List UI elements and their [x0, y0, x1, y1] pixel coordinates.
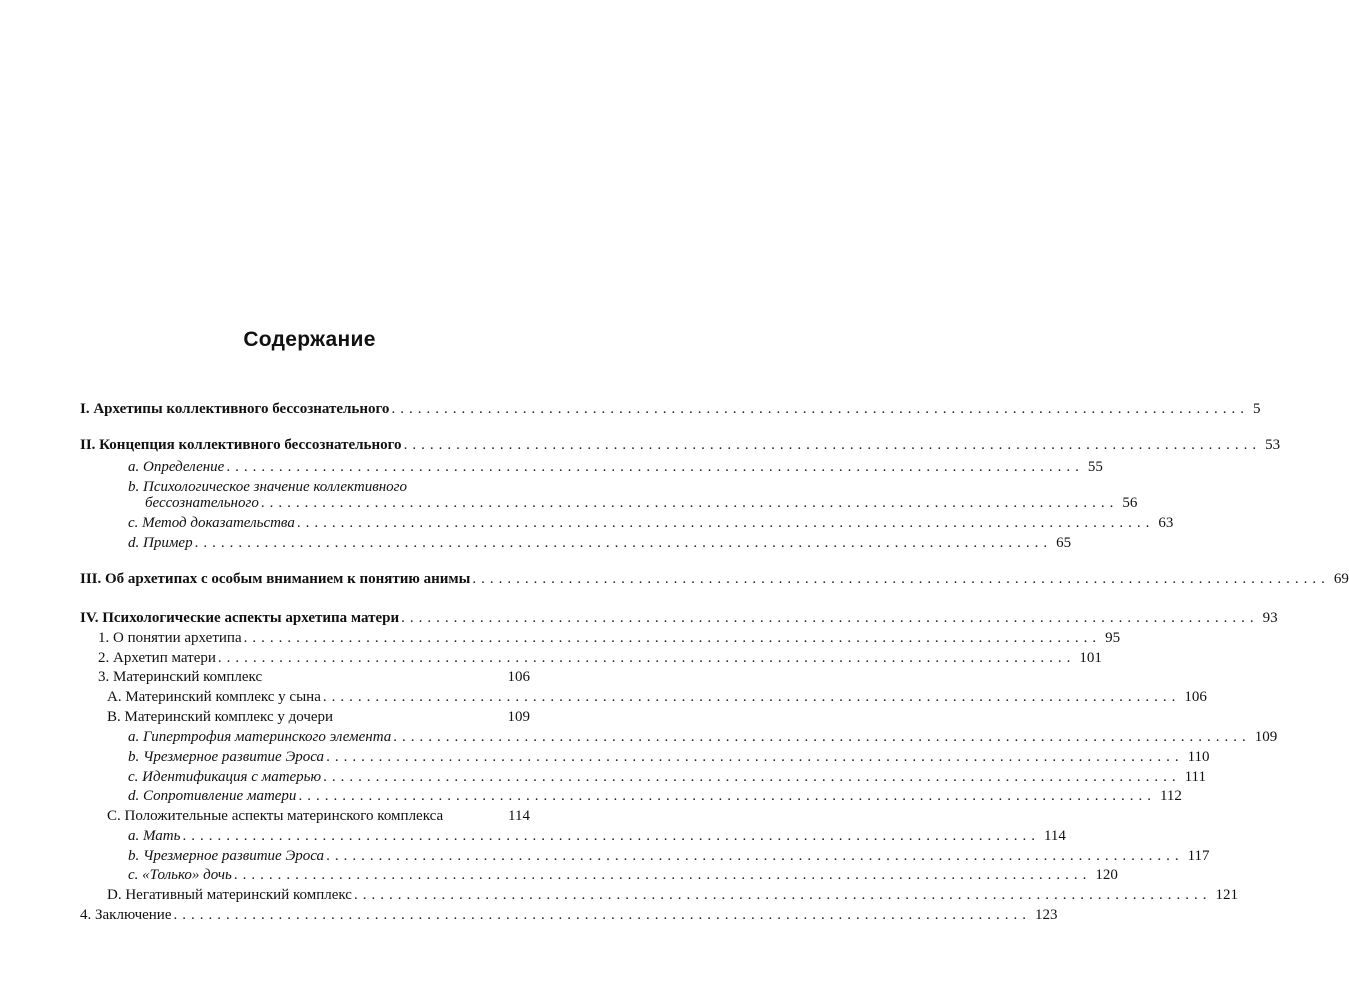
toc-entry-title: a. Мать [128, 828, 181, 844]
toc-page-number: 56 [1122, 495, 1138, 511]
toc-entry-title: d. Пример [128, 535, 193, 551]
toc-entry-title: I. Архетипы коллективного бессознательного [80, 401, 390, 417]
dot-leader: .................................................................................................. [401, 610, 1259, 626]
toc-entry[interactable] [128, 787, 1182, 806]
toc-page-number: 110 [1187, 749, 1210, 765]
toc-entry[interactable] [128, 768, 1206, 787]
toc-page-number: 114 [508, 808, 530, 824]
toc-entry-title: c. Метод доказательства [128, 515, 295, 531]
toc-entry[interactable] [145, 494, 1138, 513]
toc-entry[interactable] [98, 668, 530, 687]
toc-page-number: 117 [1187, 848, 1210, 864]
dot-leader: .................................................................................................. [393, 729, 1251, 745]
toc-page-number: 53 [1265, 437, 1281, 453]
dot-leader: .................................................................................................. [217, 650, 1076, 666]
toc-page-number: 101 [1079, 650, 1102, 666]
toc-entry-title: B. Материнский комплекс у дочери [107, 709, 334, 725]
toc-entry[interactable] [128, 866, 1118, 885]
toc-entry[interactable] [80, 570, 1349, 589]
toc-page-number: 112 [1159, 788, 1182, 804]
page-title: Содержание [243, 328, 376, 351]
toc-entry[interactable] [128, 827, 1066, 846]
toc-entry-title: 2. Архетип матери [98, 650, 216, 666]
dot-leader: .................................................................................................. [260, 495, 1119, 511]
dot-leader: .................................................................................................. [323, 769, 1181, 785]
dot-leader: .................................................................................................. [173, 907, 1031, 923]
toc-entry[interactable] [107, 708, 530, 727]
dot-leader: .................................................................................................. [182, 828, 1040, 844]
dot-leader: .................................................................................................. [322, 689, 1181, 705]
toc-entry-title: бессознательного [145, 495, 259, 511]
toc-page-number: 111 [1184, 769, 1206, 785]
toc-entry-title: IV. Психологические аспекты архетипа матери [80, 610, 400, 626]
toc-page-number: 109 [507, 709, 530, 725]
toc-entry-title: 4. Заключение [80, 907, 172, 923]
toc-entry-title: A. Материнский комплекс у сына [107, 689, 321, 705]
toc-entry[interactable] [107, 886, 1238, 905]
toc-entry[interactable] [80, 906, 1058, 925]
toc-entry-title: c. Идентификация с матерью [128, 769, 322, 785]
toc-page-number: 69 [1333, 571, 1349, 587]
toc-entry-title: b. Чрезмерное развитие Эроса [128, 848, 325, 864]
toc-entry-title: II. Концепция коллективного бессознательного [80, 437, 402, 453]
toc-entry[interactable] [80, 436, 1281, 455]
toc-entry[interactable] [80, 400, 1261, 419]
toc-page-number: 120 [1095, 867, 1118, 883]
toc-entry-title: c. «Только» дочь [128, 867, 232, 883]
toc-entry[interactable] [128, 534, 1072, 553]
toc-entry-title: a. Гипертрофия материнского элемента [128, 729, 392, 745]
toc-entry-title: 3. Материнский комплекс [98, 669, 263, 685]
toc-entry[interactable] [128, 728, 1278, 747]
dot-leader: .................................................................................................. [353, 887, 1212, 903]
dot-leader: .................................................................................................. [391, 401, 1249, 417]
toc-entry[interactable] [80, 609, 1278, 628]
toc-page-number: 106 [507, 669, 530, 685]
dot-leader: .................................................................................................. [296, 515, 1155, 531]
toc-page-number: 114 [1043, 828, 1066, 844]
toc-page-number: 109 [1254, 729, 1278, 745]
toc-entry[interactable] [128, 514, 1174, 533]
toc-entry[interactable] [128, 847, 1210, 866]
toc-page-number: 95 [1105, 630, 1121, 646]
toc-entry[interactable] [128, 748, 1210, 767]
toc-page-number: 65 [1056, 535, 1072, 551]
toc-entry[interactable] [128, 458, 1103, 477]
toc-page-number: 5 [1252, 401, 1261, 417]
toc-page-number: 121 [1215, 887, 1238, 903]
dot-leader: .................................................................................................. [326, 749, 1184, 765]
toc-entry[interactable] [98, 649, 1102, 668]
toc-page-number: 55 [1087, 459, 1103, 475]
toc-entry[interactable] [107, 688, 1207, 707]
toc-entry[interactable] [98, 629, 1121, 648]
toc-entry-title: d. Сопротивление матери [128, 788, 297, 804]
dot-leader: .................................................................................................. [233, 867, 1092, 883]
toc-page-number: 123 [1035, 907, 1058, 923]
dot-leader: .................................................................................................. [298, 788, 1156, 804]
dot-leader: .................................................................................................. [226, 459, 1084, 475]
toc-entry-title: III. Об архетипах с особым вниманием к понятию анимы [80, 571, 471, 587]
dot-leader: .................................................................................................. [243, 630, 1102, 646]
dot-leader: .................................................................................................. [472, 571, 1330, 587]
toc-entry[interactable] [107, 807, 530, 826]
dot-leader: .................................................................................................. [194, 535, 1053, 551]
toc-entry-title: D. Негативный материнский комплекс [107, 887, 352, 903]
toc-page-number: 63 [1158, 515, 1174, 531]
dot-leader: .................................................................................................. [403, 437, 1262, 453]
toc-entry-title[interactable]: b. Психологическое значение коллективного [128, 479, 408, 495]
toc-entry-title: b. Чрезмерное развитие Эроса [128, 749, 325, 765]
toc-entry-title: 1. О понятии архетипа [98, 630, 242, 646]
toc-page-number: 106 [1184, 689, 1207, 705]
toc-entry-title: C. Положительные аспекты материнского комплекса [107, 808, 444, 824]
dot-leader: .................................................................................................. [326, 848, 1184, 864]
toc-entry-title: a. Определение [128, 459, 225, 475]
toc-page-number: 93 [1262, 610, 1278, 626]
